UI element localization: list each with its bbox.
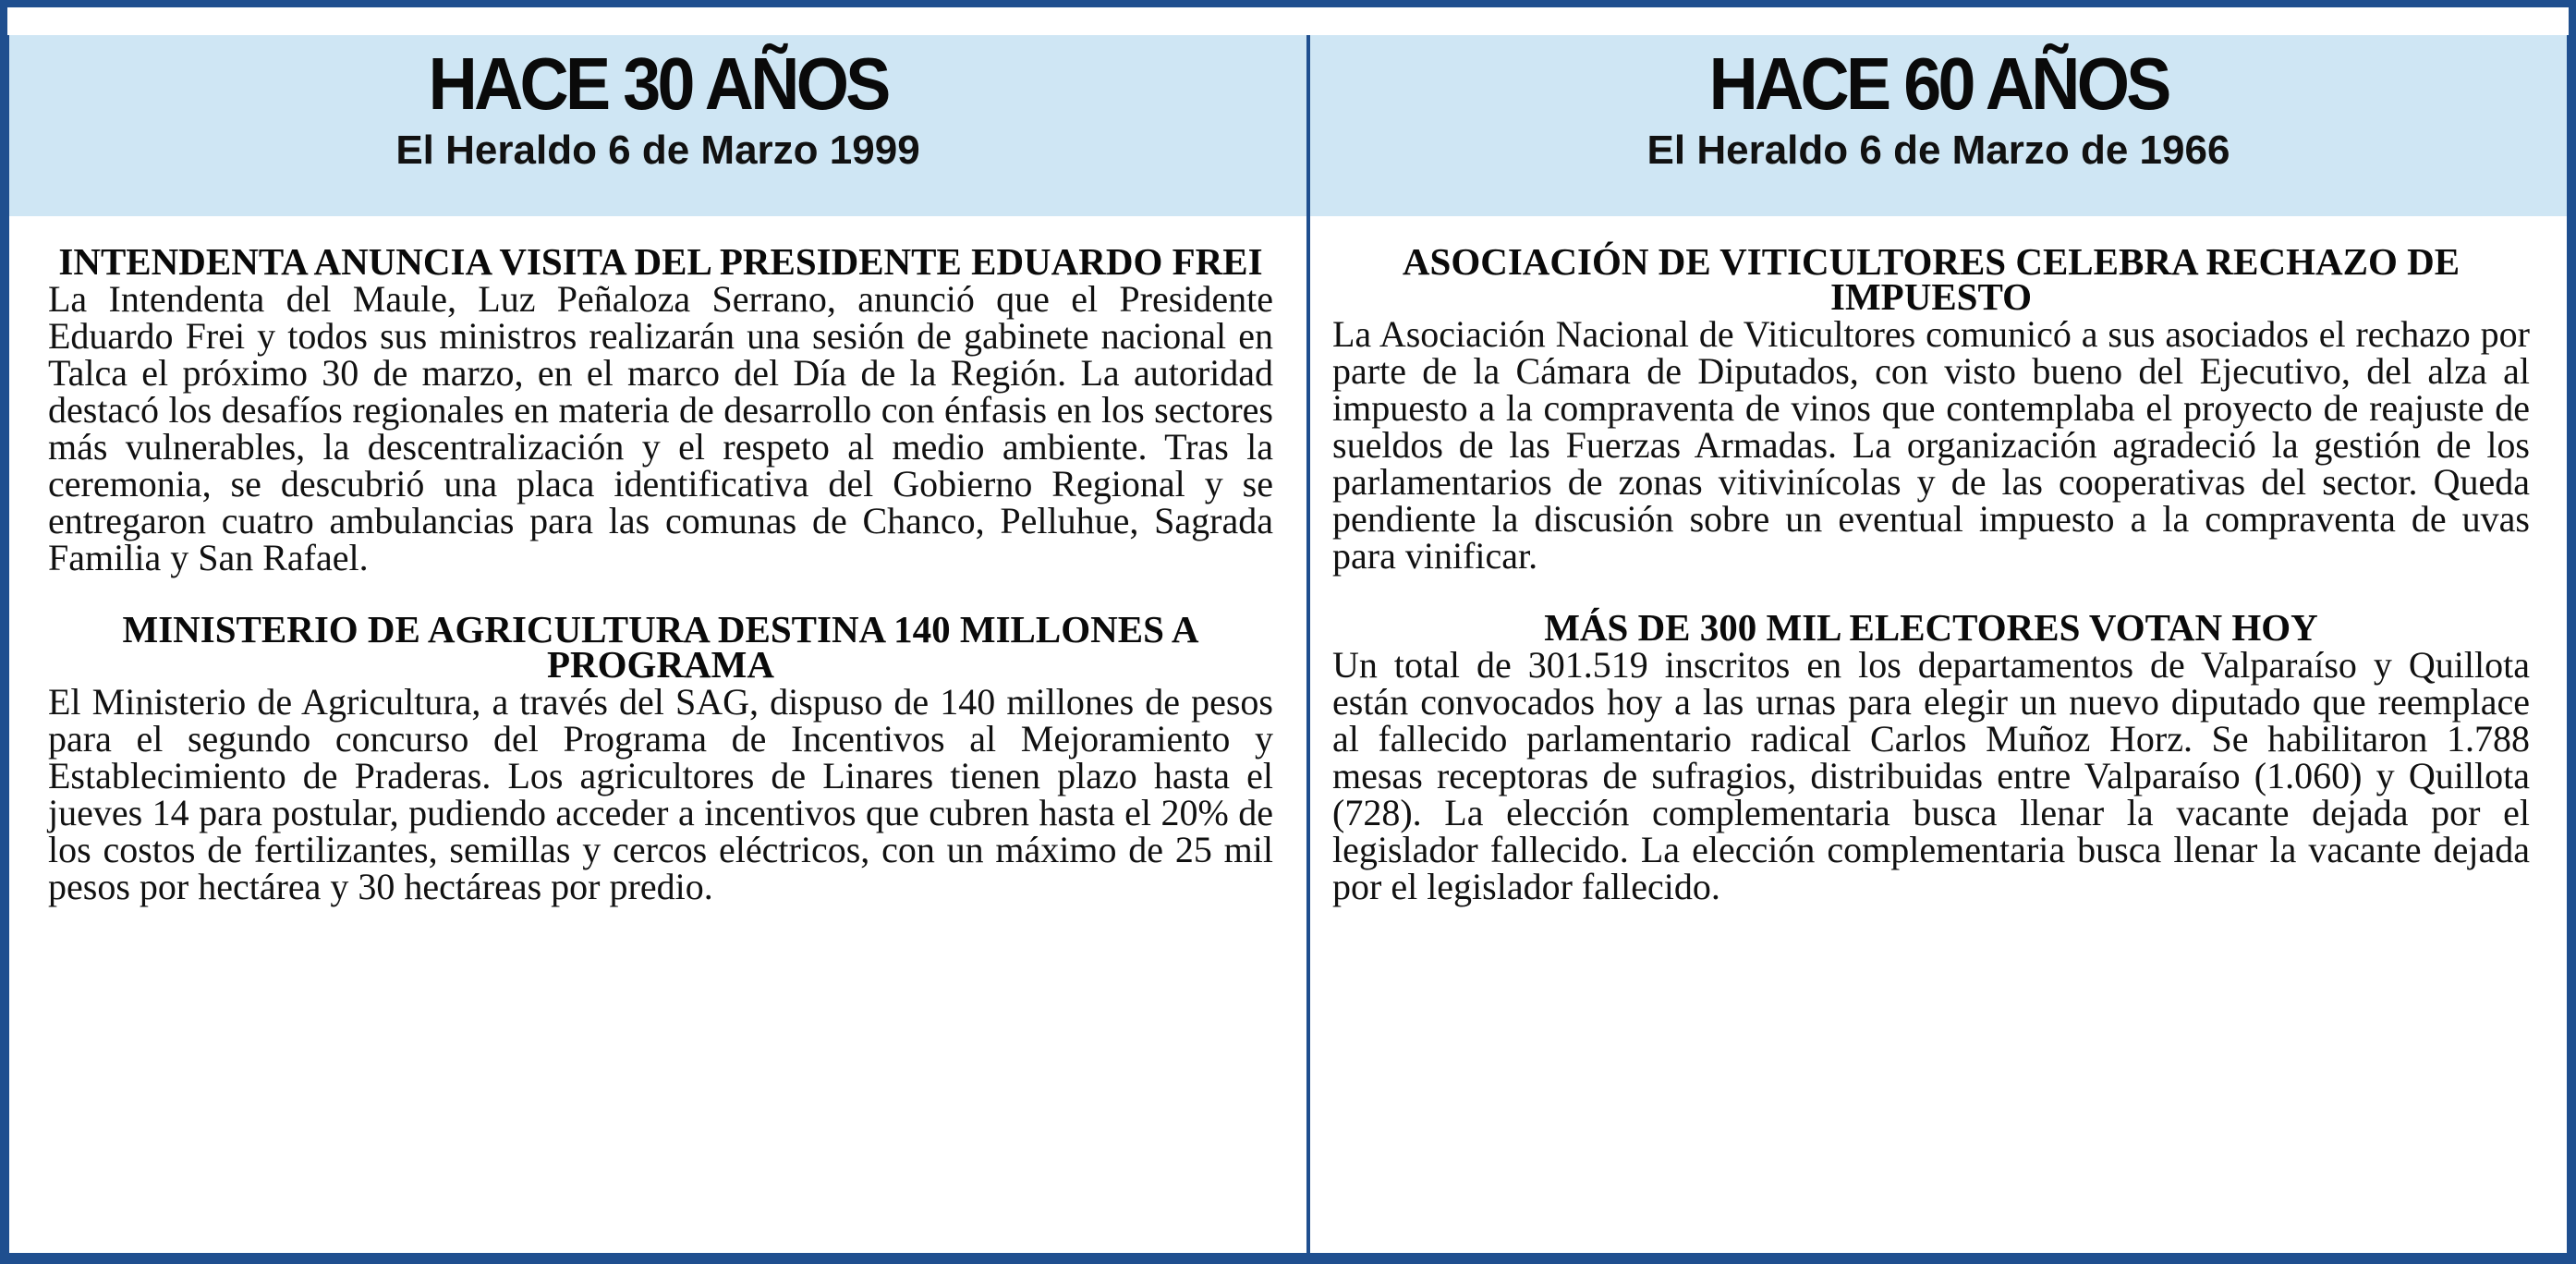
column-subtitle: El Heraldo 6 de Marzo de 1966	[1646, 128, 2230, 173]
column-header-band	[1310, 35, 2567, 216]
top-rule	[0, 0, 2576, 7]
article	[48, 240, 1273, 578]
column-title: HACE 30 AÑOS	[428, 43, 888, 125]
column-hace-60-anos	[1310, 35, 2567, 1253]
column-body	[9, 216, 1306, 905]
article-headline: MÁS DE 300 MIL ELECTORES VOTAN HOY	[1544, 606, 2318, 649]
column-header-band	[9, 35, 1306, 216]
article	[1332, 240, 2530, 577]
article	[48, 608, 1273, 907]
article-body: La Asociación Nacional de Viticultores comunicó a sus asociados el rechazo por parte de la Cámara de Diputados, con visto bueno del Ejecutivo, del alza al impuesto a la compraventa de vinos que contemplaba el proyecto de reajuste de sueldos de las Fuerzas Armadas. La organización agradeció la gestión de los parlamentarios de zonas vitivinícolas y de las cooperativas del sector. Queda pendiente la discusión sobre un eventual impuesto a la compraventa de uvas para vinificar.	[1332, 313, 2530, 577]
article-body: El Ministerio de Agricultura, a través del SAG, dispuso de 140 millones de pesos para el segundo concurso del Programa de Incentivos al Mejoramiento y Establecimiento de Praderas. Los agricultores de Linares tienen plazo hasta el jueves 14 para postular, pudiendo acceder a incentivos que cubren hasta el 20% de los costos de fertilizantes, semillas y cercos eléctricos, con un máximo de 25 mil pesos por hectárea y 30 hectáreas por predio.	[48, 681, 1273, 907]
article-body: La Intendenta del Maule, Luz Peñaloza Serrano, anunció que el Presidente Eduardo Frei y todos sus ministros realizarán una sesión de gabinete nacional en Talca el próximo 30 de marzo, en el marco del Día de la Región. La autoridad destacó los desafíos regionales en materia de desarrollo con énfasis en los sectores más vulnerables, la descentralización y el respeto al medio ambiente. Tras la ceremonia, se descubrió una placa identificativa del Gobierno Regional y se entregaron cuatro ambulancias para las comunas de Chanco, Pelluhue, Sagrada Familia y San Rafael.	[48, 278, 1273, 578]
article-headline: MINISTERIO DE AGRICULTURA DESTINA 140 MILLONES A PROGRAMA	[122, 608, 1199, 686]
column-subtitle: El Heraldo 6 de Marzo 1999	[395, 128, 920, 173]
article	[1332, 606, 2530, 907]
column-hace-30-anos	[9, 35, 1306, 1253]
article-headline: INTENDENTA ANUNCIA VISITA DEL PRESIDENTE EDUARDO FREI	[58, 240, 1263, 283]
article-headline: ASOCIACIÓN DE VITICULTORES CELEBRA RECHAZO DE IMPUESTO	[1402, 240, 2461, 318]
column-body	[1310, 216, 2567, 905]
article-body: Un total de 301.519 inscritos en los departamentos de Valparaíso y Quillota están convocados hoy a las urnas para elegir un nuevo diputado que reemplace al fallecido parlamentario radical Carlos Muñoz Horz. Se habilitaron 1.788 mesas receptoras de sufragios, distribuidas entre Valparaíso (1.060) y Quillota (728). La elección complementaria busca llenar la vacante dejada por el legislador fallecido. La elección complementaria busca llenar la vacante dejada por el legislador fallecido.	[1332, 644, 2530, 907]
column-title: HACE 60 AÑOS	[1708, 43, 2169, 125]
top-gap	[7, 7, 2569, 35]
